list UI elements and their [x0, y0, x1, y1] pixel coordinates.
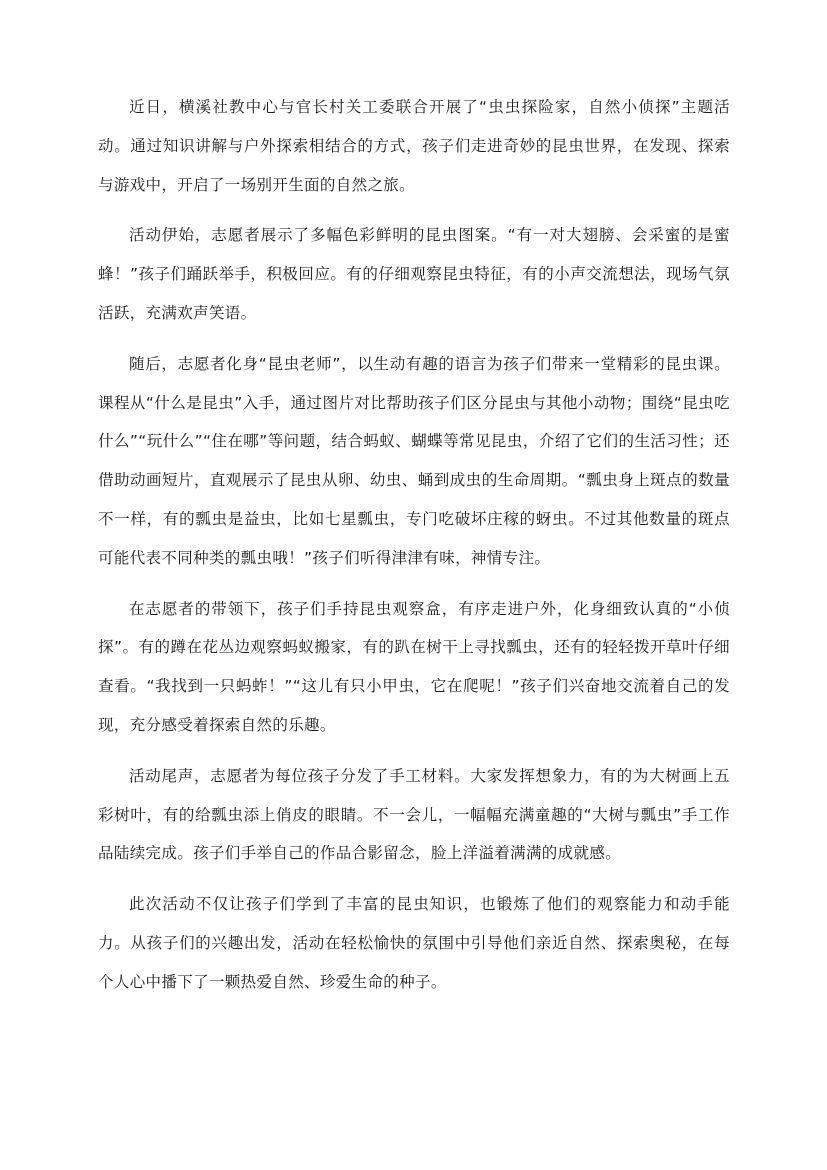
paragraph-handcraft: 活动尾声，志愿者为每位孩子分发了手工材料。大家发挥想象力，有的为大树画上五彩树叶，有的给瓢虫添上俏皮的眼睛。不一会儿，一幅幅充满童趣的“大树与瓢虫”手工作品陆续完成。孩子们手举自己的作品合影留念，脸上洋溢着满满的成就感。: [98, 766, 730, 863]
paragraph-outdoor-exploration: 在志愿者的带领下，孩子们手持昆虫观察盒，有序走进户外，化身细致认真的“小侦探”。有的蹲在花丛边观察蚂蚁搬家，有的趴在树干上寻找瓢虫，还有的轻轻拨开草叶仔细查看。“我找到一只蚂蚱！”“这儿有只小甲虫，它在爬呢！”孩子们兴奋地交流着自己的发现，充分感受着探索自然的乐趣。: [98, 599, 730, 734]
article-body: [98, 88, 730, 1014]
paragraph-opening: 活动伊始，志愿者展示了多幅色彩鲜明的昆虫图案。“有一对大翅膀、会采蜜的是蜜蜂！”孩子们踊跃举手，积极回应。有的仔细观察昆虫特征，有的小声交流想法，现场气氛活跃，充满欢声笑语。: [98, 226, 730, 322]
paragraph-conclusion: 此次活动不仅让孩子们学到了丰富的昆虫知识，也锻炼了他们的观察能力和动手能力。从孩子们的兴趣出发，活动在轻松愉快的氛围中引导他们亲近自然、探索奥秘，在每个人心中播下了一颗热爱自然、珍爱生命的种子。: [98, 895, 730, 991]
paragraph-intro: 近日，横溪社教中心与官长村关工委联合开展了“虫虫探险家，自然小侦探”主题活动。通过知识讲解与户外探索相结合的方式，孩子们走进奇妙的昆虫世界，在发现、探索与游戏中，开启了一场别开生面的自然之旅。: [98, 98, 730, 194]
paragraph-insect-lesson: 随后，志愿者化身“昆虫老师”，以生动有趣的语言为孩子们带来一堂精彩的昆虫课。课程从“什么是昆虫”入手，通过图片对比帮助孩子们区分昆虫与其他小动物；围绕“昆虫吃什么”“玩什么”“住在哪”等问题，结合蚂蚁、蝴蝶等常见昆虫，介绍了它们的生活习性；还借助动画短片，直观展示了昆虫从卵、幼虫、蛹到成虫的生命周期。“瓢虫身上斑点的数量不一样，有的瓢虫是益虫，比如七星瓢虫，专门吃破坏庄稼的蚜虫。不过其他数量的斑点可能代表不同种类的瓢虫哦！”孩子们听得津津有味，神情专注。: [98, 354, 730, 567]
